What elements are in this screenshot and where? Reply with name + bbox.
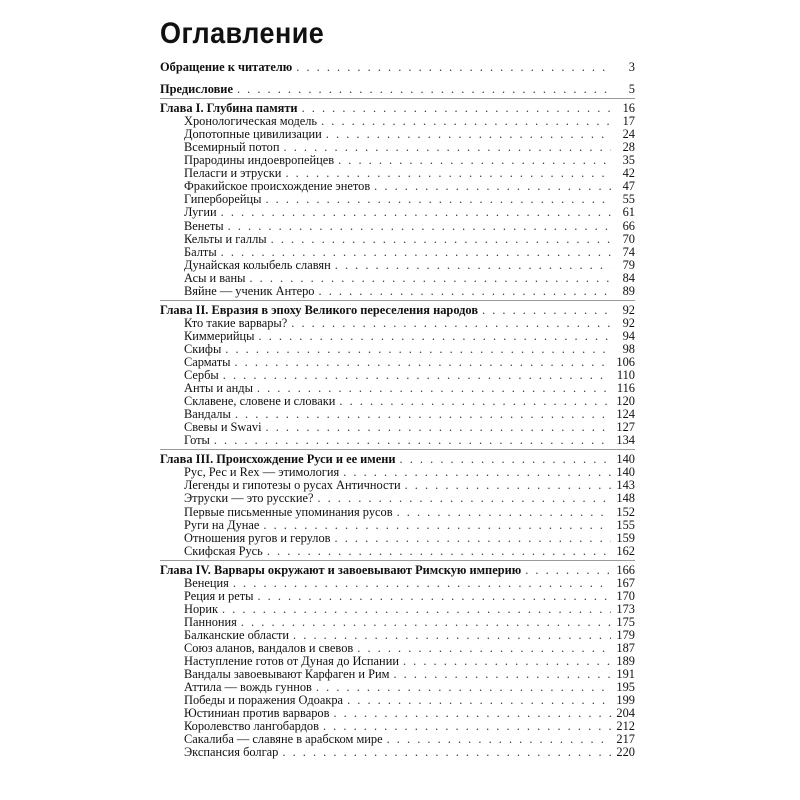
page-number: 140: [616, 465, 635, 480]
chapter-divider: [160, 449, 635, 450]
page-number: 94: [622, 328, 635, 343]
entry-title: Лугии: [184, 205, 217, 220]
dot-leader: [326, 128, 611, 141]
dot-leader: [291, 317, 611, 330]
toc-chapter-entry[interactable]: [160, 564, 635, 577]
dot-leader: [266, 421, 611, 434]
dot-leader: [235, 408, 611, 421]
page-number: 199: [616, 693, 635, 708]
dot-leader: [296, 61, 611, 74]
entry-title: Готы: [184, 433, 210, 448]
page-number: 124: [616, 407, 635, 422]
dot-leader: [319, 285, 611, 298]
entry-title: Кельты и галлы: [184, 231, 267, 246]
toc-section-entry[interactable]: [160, 434, 635, 447]
dot-leader: [333, 707, 611, 720]
entry-title: Этруски — это русские?: [184, 491, 314, 506]
dot-leader: [241, 616, 611, 629]
page-number: 127: [616, 420, 635, 435]
entry-title: Юстиниан против варваров: [184, 706, 330, 721]
entry-title: Фракийское происхождение энетов: [184, 179, 371, 194]
page-number: 74: [622, 244, 635, 259]
dot-leader: [237, 83, 611, 96]
dot-leader: [233, 577, 611, 590]
entry-title: Королевство лангобардов: [184, 719, 319, 734]
dot-leader: [221, 246, 611, 259]
dot-leader: [263, 519, 611, 532]
entry-title: Всемирный потоп: [184, 140, 280, 155]
entry-title: Союз аланов, вандалов и свевов: [184, 640, 354, 655]
dot-leader: [525, 564, 611, 577]
page-number: 173: [616, 601, 635, 616]
entry-title: Победы и поражения Одоакра: [184, 693, 344, 708]
dot-leader: [249, 272, 611, 285]
toc-section-entry[interactable]: [160, 259, 635, 272]
table-of-contents: [160, 61, 635, 759]
entry-title: Сербы: [184, 368, 219, 383]
entry-title: Глава II. Евразия в эпоху Великого переселения народов: [160, 302, 479, 317]
dot-leader: [387, 733, 611, 746]
page-number: 5: [628, 82, 635, 97]
page-number: 116: [616, 381, 635, 396]
entry-title: Скифы: [184, 341, 222, 356]
page-number: 140: [616, 452, 635, 467]
page-number: 92: [622, 315, 635, 330]
toc-section-entry[interactable]: [160, 506, 635, 519]
page-number: 143: [616, 478, 635, 493]
entry-title: Рус, Рес и Rex — этимология: [184, 465, 340, 480]
page-number: 220: [616, 745, 635, 760]
toc-section-entry[interactable]: [160, 746, 635, 759]
entry-title: Глава I. Глубина памяти: [160, 101, 298, 116]
dot-leader: [282, 746, 611, 759]
entry-title: Вандалы завоевывают Карфаген и Рим: [184, 667, 390, 682]
dot-leader: [393, 668, 611, 681]
page-number: 148: [616, 491, 635, 506]
dot-leader: [321, 115, 611, 128]
toc-chapter-entry[interactable]: [160, 61, 635, 74]
entry-title: Венеция: [184, 575, 229, 590]
entry-title: Вяйне — ученик Антеро: [184, 283, 315, 298]
page-number: 17: [622, 114, 635, 129]
toc-section-entry[interactable]: [160, 193, 635, 206]
page-number: 159: [616, 530, 635, 545]
dot-leader: [271, 233, 611, 246]
dot-leader: [339, 395, 611, 408]
page-number: 92: [622, 302, 635, 317]
entry-title: Норик: [184, 601, 218, 616]
dot-leader: [316, 681, 611, 694]
toc-section-entry[interactable]: [160, 395, 635, 408]
page-number: 187: [616, 640, 635, 655]
entry-title: Сарматы: [184, 354, 231, 369]
toc-section-entry[interactable]: [160, 603, 635, 616]
page-number: 155: [616, 517, 635, 532]
dot-leader: [228, 220, 611, 233]
entry-title: Хронологическая модель: [184, 114, 318, 129]
entry-title: Первые письменные упоминания русов: [184, 504, 393, 519]
page-number: 16: [622, 101, 635, 116]
entry-title: Кто такие варвары?: [184, 315, 288, 330]
entry-title: Легенды и гипотезы о русах Античности: [184, 478, 401, 493]
dot-leader: [267, 545, 611, 558]
toc-section-entry[interactable]: [160, 343, 635, 356]
entry-title: Глава III. Происхождение Руси и ее имени: [160, 452, 396, 467]
page-number: 47: [622, 179, 635, 194]
dot-leader: [222, 603, 611, 616]
toc-chapter-entry[interactable]: [160, 83, 635, 96]
entry-title: Паннония: [184, 614, 237, 629]
page-number: 204: [616, 706, 635, 721]
toc-section-entry[interactable]: [160, 545, 635, 558]
dot-leader: [257, 590, 611, 603]
dot-leader: [214, 434, 611, 447]
dot-leader: [482, 304, 611, 317]
dot-leader: [225, 343, 611, 356]
toc-section-entry[interactable]: [160, 220, 635, 233]
toc-section-entry[interactable]: [160, 285, 635, 298]
entry-title: Скифская Русь: [184, 543, 263, 558]
entry-title: Обращение к читателю: [160, 60, 293, 74]
page-number: 175: [616, 614, 635, 629]
dot-leader: [347, 694, 611, 707]
dot-leader: [397, 506, 611, 519]
page-number: 217: [616, 732, 635, 747]
entry-title: Асы и ваны: [184, 270, 246, 285]
entry-title: Допотопные цивилизации: [184, 127, 322, 142]
entry-title: Вандалы: [184, 407, 231, 422]
dot-leader: [405, 479, 611, 492]
entry-title: Анты и анды: [184, 381, 253, 396]
page-number: 106: [616, 354, 635, 369]
toc-section-entry[interactable]: [160, 590, 635, 603]
entry-title: Аттила — вождь гуннов: [184, 680, 312, 695]
page-number: 167: [616, 575, 635, 590]
dot-leader: [293, 629, 611, 642]
entry-title: Наступление готов от Дуная до Испании: [184, 654, 399, 669]
page-number: 166: [616, 562, 635, 577]
page-number: 35: [622, 153, 635, 168]
page-number: 98: [622, 341, 635, 356]
toc-section-entry[interactable]: [160, 577, 635, 590]
dot-leader: [374, 180, 611, 193]
entry-title: Венеты: [184, 218, 224, 233]
page-number: 191: [616, 667, 635, 682]
dot-leader: [223, 369, 611, 382]
dot-leader: [400, 453, 611, 466]
entry-title: Отношения ругов и герулов: [184, 530, 331, 545]
entry-title: Балты: [184, 244, 217, 259]
entry-title: Гиперборейцы: [184, 192, 262, 207]
entry-title: Экспансия болгар: [184, 745, 279, 760]
page-number: 24: [622, 127, 635, 142]
toc-section-entry[interactable]: [160, 330, 635, 343]
entry-title: Предисловие: [160, 82, 233, 97]
toc-section-entry[interactable]: [160, 519, 635, 532]
page-number: 70: [622, 231, 635, 246]
toc-section-entry[interactable]: [160, 532, 635, 545]
dot-leader: [335, 259, 611, 272]
toc-section-entry[interactable]: [160, 356, 635, 369]
entry-title: Склавене, словене и словаки: [184, 394, 336, 409]
chapter-divider: [160, 98, 635, 99]
toc-section-entry[interactable]: [160, 629, 635, 642]
page-number: 189: [616, 654, 635, 669]
page-number: 170: [616, 588, 635, 603]
entry-title: Дунайская колыбель славян: [184, 257, 331, 272]
chapter-divider: [160, 300, 635, 301]
page-number: 195: [616, 680, 635, 695]
toc-section-entry[interactable]: [160, 492, 635, 505]
entry-title: Свевы и Swavi: [184, 420, 262, 435]
toc-section-entry[interactable]: [160, 272, 635, 285]
page-number: 162: [616, 543, 635, 558]
page-number: 55: [622, 192, 635, 207]
page-number: 212: [616, 719, 635, 734]
dot-leader: [338, 154, 611, 167]
dot-leader: [221, 206, 611, 219]
entry-title: Руги на Дунае: [184, 517, 260, 532]
toc-chapter-entry[interactable]: [160, 304, 635, 317]
chapter-divider: [160, 560, 635, 561]
page-number: 3: [628, 60, 635, 74]
dot-leader: [403, 655, 611, 668]
page-number: 120: [616, 394, 635, 409]
page-number: 61: [622, 205, 635, 220]
page-number: 89: [622, 283, 635, 298]
dot-leader: [259, 330, 612, 343]
entry-title: Киммерийцы: [184, 328, 255, 343]
entry-title: Прародины индоевропейцев: [184, 153, 335, 168]
toc-section-entry[interactable]: [160, 206, 635, 219]
entry-title: Сакалиба — славяне в арабском мире: [184, 732, 383, 747]
page-number: 152: [616, 504, 635, 519]
page-title: Оглавление: [160, 17, 325, 50]
toc-section-entry[interactable]: [160, 317, 635, 330]
page-number: 28: [622, 140, 635, 155]
dot-leader: [234, 356, 611, 369]
dot-leader: [302, 102, 611, 115]
entry-title: Балканские области: [184, 627, 290, 642]
toc-section-entry[interactable]: [160, 233, 635, 246]
page-number: 110: [616, 368, 635, 383]
page-number: 79: [622, 257, 635, 272]
entry-title: Глава IV. Варвары окружают и завоевывают Римскую империю: [160, 562, 522, 577]
page-number: 179: [616, 627, 635, 642]
dot-leader: [265, 193, 611, 206]
entry-title: Реция и реты: [184, 588, 254, 603]
page-number: 66: [622, 218, 635, 233]
page-number: 84: [622, 270, 635, 285]
page-number: 134: [616, 433, 635, 448]
toc-section-entry[interactable]: [160, 616, 635, 629]
toc-section-entry[interactable]: [160, 421, 635, 434]
dot-leader: [317, 492, 611, 505]
dot-leader: [335, 532, 612, 545]
page-number: 42: [622, 166, 635, 181]
toc-section-entry[interactable]: [160, 246, 635, 259]
entry-title: Пеласги и этруски: [184, 166, 282, 181]
